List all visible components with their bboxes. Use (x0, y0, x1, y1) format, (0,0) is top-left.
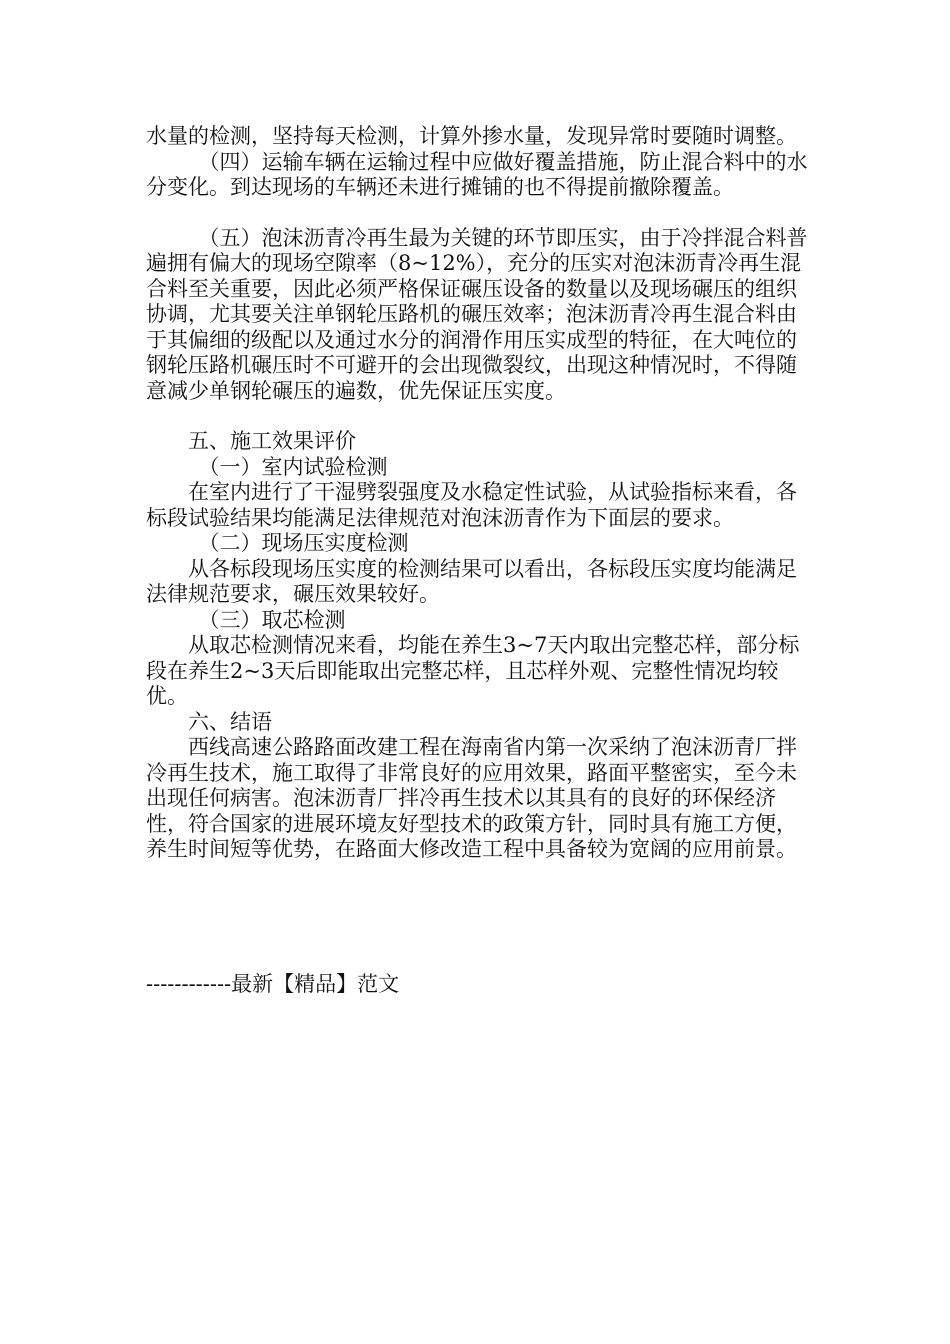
paragraph-water-check: 水量的检测，坚持每天检测，计算外掺水量，发现异常时要随时调整。 (146, 124, 797, 148)
section-heading-evaluation: 五、施工效果评价 (188, 429, 356, 453)
document-body (146, 124, 812, 863)
subheading-field-compaction: （二）现场压实度检测 (198, 531, 409, 555)
paragraph-compaction: （五）泡沫沥青冷再生最为关键的环节即压实，由于冷拌混合料普遍拥有偏大的现场空隙率（8~12%），充分的压实对泡沫沥青冷再生混合料至关重要，因此必须严格保证碾压设备的数量以及现场碾压的组织协调，尤其要关注单钢轮压路机的碾压效率；泡沫沥青冷再生混合料由于其偏细的级配以及通过水分的润滑作用压实成型的特征，在大吨位的钢轮压路机碾压时不可避开的会出现微裂纹，出现这种情况时，不得随意减少单钢轮碾压的遍数，优先保证压实度。 (146, 225, 808, 403)
paragraph-indoor-test: 在室内进行了干湿劈裂强度及水稳定性试验，从试验指标来看，各标段试验结果均能满足法律规范对泡沫沥青作为下面层的要求。 (146, 480, 797, 530)
paragraph-transport-cover: （四）运输车辆在运输过程中应做好覆盖措施，防止混合料中的水分变化。到达现场的车辆还未进行摊铺的也不得提前撤除覆盖。 (146, 149, 808, 199)
subheading-core-sampling: （三）取芯检测 (198, 607, 346, 632)
paragraph-field-compaction: 从各标段现场压实度的检测结果可以看出，各标段压实度均能满足法律规范要求，碾压效果较好。 (146, 556, 797, 606)
subheading-indoor-test: （一）室内试验检测 (198, 454, 388, 479)
paragraph-core-sampling: 从取芯检测情况来看，均能在养生3~7天内取出完整芯样，部分标段在养生2~3天后即能取出完整芯样，且芯样外观、完整性情况均较优。 (146, 633, 800, 708)
paragraph-conclusion: 西线高速公路路面改建工程在海南省内第一次采纳了泡沫沥青厂拌冷再生技术，施工取得了非常良好的应用效果，路面平整密实，至今未出现任何病害。泡沫沥青厂拌冷再生技术以其具有的良好的环保经济性，符合国家的进展环境友好型技术的政策方针，同时具有施工方便，养生时间短等优势，在路面大修改造工程中具备较为宽阔的应用前景。 (146, 735, 797, 861)
section-heading-conclusion: 六、结语 (188, 709, 272, 734)
document-footer: ------------最新【精品】范文 (146, 972, 400, 996)
